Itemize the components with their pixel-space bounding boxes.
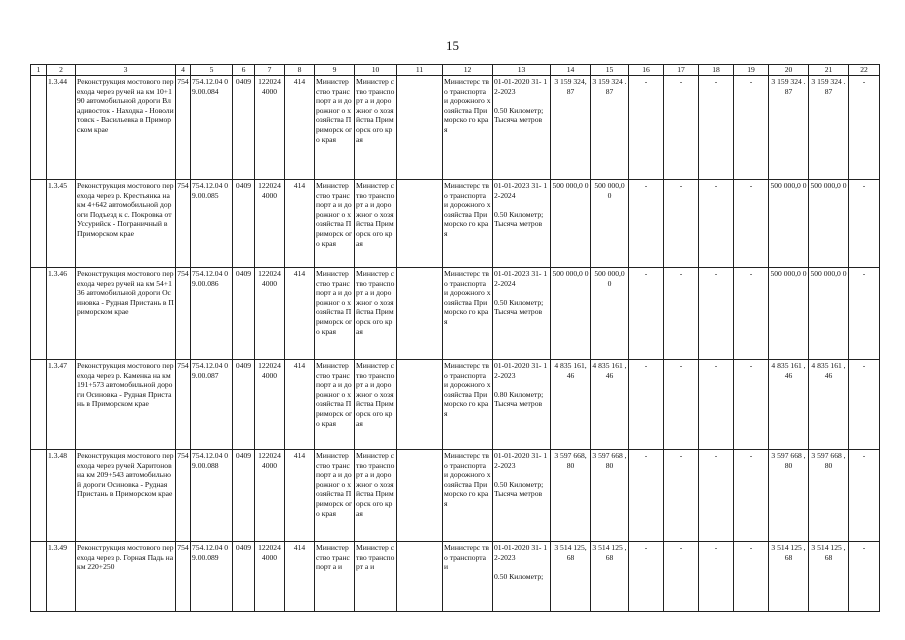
cell-c6: 0409 <box>233 180 255 268</box>
cell-c7: 122024 4000 <box>255 542 285 612</box>
cell-c20: 3 514 125 ,68 <box>769 542 809 612</box>
cell-c17: - <box>664 76 699 180</box>
cell-c10: Министер ство транспорт а и <box>355 542 397 612</box>
table-row <box>31 360 880 450</box>
cell-c14: 3 159 324, 87 <box>551 76 591 180</box>
cell-c8: 414 <box>285 450 315 542</box>
cell-c16: - <box>629 268 664 360</box>
cell-c19: - <box>734 76 769 180</box>
cell-c20: 4 835 161 ,46 <box>769 360 809 450</box>
column-number-10: 10 <box>355 65 397 76</box>
cell-c7: 122024 4000 <box>255 180 285 268</box>
cell-c13: 01-01-2023 31- 12-2024 0.50 Километр; Тысяча метров <box>493 268 551 360</box>
cell-c12: Министерс тво транспорта и <box>443 542 493 612</box>
cell-c13: 01-01-2020 31- 12-2023 0.80 Километр; Тысяча метров <box>493 360 551 450</box>
cell-c6: 0409 <box>233 360 255 450</box>
column-number-20: 20 <box>769 65 809 76</box>
page-number: 15 <box>446 38 459 53</box>
column-number-9: 9 <box>315 65 355 76</box>
cell-c16: - <box>629 76 664 180</box>
cell-name: Реконструкция мостового перехода через ручей на км 54+136 автомобильной дороги Осиновка - Рудная Пристань в Приморском крае <box>76 268 176 360</box>
cell-c10: Министер ство транспорт а и дорожног о хозяйства Приморск ого края <box>355 76 397 180</box>
cell-c20: 500 000,0 0 <box>769 268 809 360</box>
cell-c11 <box>397 542 443 612</box>
cell-name: Реконструкция мостового перехода через р. Каменка на км 191+573 автомобильной дороги Осиновка - Рудная Пристань в Приморском крае <box>76 360 176 450</box>
cell-c21: 3 159 324 .87 <box>809 76 849 180</box>
cell-c13: 01-01-2023 31- 12-2024 0.50 Километр; Тысяча метров <box>493 180 551 268</box>
cell-c15: 4 835 161 ,46 <box>591 360 629 450</box>
cell-num: 1.3.46 <box>47 268 76 360</box>
cell-c14: 3 597 668, 80 <box>551 450 591 542</box>
cell-name: Реконструкция мостового перехода через ручей на км 10+190 автомобильной дороги Владивосток - Находка - Новолитовск - Васильевка в Приморском крае <box>76 76 176 180</box>
cell-c11 <box>397 76 443 180</box>
column-number-14: 14 <box>551 65 591 76</box>
cell-c4: 754 <box>176 360 191 450</box>
cell-c5: 754.12.04 09.00.086 <box>191 268 233 360</box>
column-number-8: 8 <box>285 65 315 76</box>
cell-c15: 500 000,0 0 <box>591 180 629 268</box>
cell-name: Реконструкция мостового перехода через р. Горная Падь на км 220+250 <box>76 542 176 612</box>
cell-c8: 414 <box>285 542 315 612</box>
cell-c16: - <box>629 360 664 450</box>
cell-name: Реконструкция мостового перехода через р. Крестьянка на км 4+642 автомобильной дороги Подъезд к с. Покровка от Уссурийск - Пограничный в Приморском крае <box>76 180 176 268</box>
cell-c17: - <box>664 180 699 268</box>
cell-c9: Министер ство транспорт а и дорожног о хозяйства Приморск ого края <box>315 268 355 360</box>
column-number-21: 21 <box>809 65 849 76</box>
cell-num: 1.3.48 <box>47 450 76 542</box>
cell-c13: 01-01-2020 31- 12-2023 0.50 Километр; <box>493 542 551 612</box>
cell-c4: 754 <box>176 542 191 612</box>
cell-c5: 754.12.04 09.00.088 <box>191 450 233 542</box>
cell-c9: Министер ство транспорт а и дорожног о хозяйства Приморск ого края <box>315 360 355 450</box>
cell-c10: Министер ство транспорт а и дорожног о хозяйства Приморск ого края <box>355 268 397 360</box>
column-number-17: 17 <box>664 65 699 76</box>
cell-c7: 122024 4000 <box>255 76 285 180</box>
cell-c8: 414 <box>285 76 315 180</box>
cell-c17: - <box>664 450 699 542</box>
cell-name: Реконструкция мостового перехода через ручей Харитонов на км 209+543 автомобильной дороги Осиновка - Рудная Пристань в Приморском крае <box>76 450 176 542</box>
cell-c17: - <box>664 542 699 612</box>
cell-num: 1.3.47 <box>47 360 76 450</box>
cell-c14: 500 000,0 0 <box>551 268 591 360</box>
column-number-1: 1 <box>31 65 47 76</box>
cell-c15: 3 597 668 ,80 <box>591 450 629 542</box>
cell-c22: - <box>849 76 880 180</box>
table-row <box>31 450 880 542</box>
cell-c16: - <box>629 542 664 612</box>
cell-c21: 3 597 668 ,80 <box>809 450 849 542</box>
cell-c14: 3 514 125, 68 <box>551 542 591 612</box>
cell-c18: - <box>699 268 734 360</box>
column-number-2: 2 <box>47 65 76 76</box>
cell-c17: - <box>664 268 699 360</box>
cell-c9: Министер ство транспорт а и <box>315 542 355 612</box>
cell-c11 <box>397 450 443 542</box>
cell-c7: 122024 4000 <box>255 450 285 542</box>
cell-c4: 754 <box>176 180 191 268</box>
cell-c19: - <box>734 180 769 268</box>
cell-c22: - <box>849 542 880 612</box>
cell-c14: 4 835 161, 46 <box>551 360 591 450</box>
cell-c13: 01-01-2020 31- 12-2023 0.50 Километр; Тысяча метров <box>493 450 551 542</box>
cell-c18: - <box>699 450 734 542</box>
cell-c6: 0409 <box>233 450 255 542</box>
cell-c15: 3 159 324 .87 <box>591 76 629 180</box>
cell-c9: Министер ство транспорт а и дорожног о хозяйства Приморск ого края <box>315 180 355 268</box>
cell-c22: - <box>849 268 880 360</box>
column-number-22: 22 <box>849 65 880 76</box>
cell-c6: 0409 <box>233 76 255 180</box>
cell-c7: 122024 4000 <box>255 360 285 450</box>
cell-c22: - <box>849 360 880 450</box>
cell-c21: 500 000,0 0 <box>809 268 849 360</box>
cell-c9: Министер ство транспорт а и дорожног о хозяйства Приморск ого края <box>315 450 355 542</box>
cell-c10: Министер ство транспорт а и дорожног о хозяйства Приморск ого края <box>355 450 397 542</box>
cell-c17: - <box>664 360 699 450</box>
cell-c9: Министер ство транспорт а и дорожног о хозяйства Приморск ого края <box>315 76 355 180</box>
cell-c16: - <box>629 180 664 268</box>
cell-num: 1.3.44 <box>47 76 76 180</box>
cell-c8: 414 <box>285 268 315 360</box>
cell-c19: - <box>734 542 769 612</box>
cell-c12: Министерс тво транспорта и дорожного хозяйства Приморско го края <box>443 360 493 450</box>
cell-c22: - <box>849 180 880 268</box>
cell-c22: - <box>849 450 880 542</box>
column-number-11: 11 <box>397 65 443 76</box>
cell-c4: 754 <box>176 268 191 360</box>
column-number-7: 7 <box>255 65 285 76</box>
cell-c11 <box>397 268 443 360</box>
cell-c5: 754.12.04 09.00.084 <box>191 76 233 180</box>
cell-c14: 500 000,0 0 <box>551 180 591 268</box>
cell-num: 1.3.49 <box>47 542 76 612</box>
column-number-3: 3 <box>76 65 176 76</box>
program-table <box>30 64 880 612</box>
table-row <box>31 180 880 268</box>
cell-c21: 4 835 161 ,46 <box>809 360 849 450</box>
cell-c5: 754.12.04 09.00.085 <box>191 180 233 268</box>
cell-c20: 3 159 324 .87 <box>769 76 809 180</box>
cell-c8: 414 <box>285 360 315 450</box>
cell-c4: 754 <box>176 450 191 542</box>
cell-c13: 01-01-2020 31- 12-2023 0.50 Километр; Тысяча метров <box>493 76 551 180</box>
cell-c18: - <box>699 180 734 268</box>
cell-c8: 414 <box>285 180 315 268</box>
table-row <box>31 268 880 360</box>
empty-cell <box>31 180 47 268</box>
column-number-4: 4 <box>176 65 191 76</box>
empty-cell <box>31 360 47 450</box>
cell-num: 1.3.45 <box>47 180 76 268</box>
cell-c12: Министерс тво транспорта и дорожного хозяйства Приморско го края <box>443 268 493 360</box>
cell-c18: - <box>699 360 734 450</box>
cell-c5: 754.12.04 09.00.087 <box>191 360 233 450</box>
cell-c11 <box>397 180 443 268</box>
cell-c12: Министерс тво транспорта и дорожного хозяйства Приморско го края <box>443 450 493 542</box>
column-number-16: 16 <box>629 65 664 76</box>
cell-c16: - <box>629 450 664 542</box>
empty-cell <box>31 76 47 180</box>
column-number-5: 5 <box>191 65 233 76</box>
table-row <box>31 76 880 180</box>
cell-c18: - <box>699 76 734 180</box>
cell-c15: 500 000,0 0 <box>591 268 629 360</box>
column-number-12: 12 <box>443 65 493 76</box>
cell-c10: Министер ство транспорт а и дорожног о хозяйства Приморск ого края <box>355 180 397 268</box>
column-number-18: 18 <box>699 65 734 76</box>
column-number-6: 6 <box>233 65 255 76</box>
cell-c19: - <box>734 450 769 542</box>
cell-c12: Министерс тво транспорта и дорожного хозяйства Приморско го края <box>443 180 493 268</box>
cell-c20: 3 597 668 ,80 <box>769 450 809 542</box>
cell-c6: 0409 <box>233 268 255 360</box>
column-number-13: 13 <box>493 65 551 76</box>
cell-c10: Министер ство транспорт а и дорожног о хозяйства Приморск ого края <box>355 360 397 450</box>
empty-cell <box>31 450 47 542</box>
cell-c7: 122024 4000 <box>255 268 285 360</box>
cell-c15: 3 514 125 ,68 <box>591 542 629 612</box>
cell-c12: Министерс тво транспорта и дорожного хозяйства Приморско го края <box>443 76 493 180</box>
table-row <box>31 542 880 612</box>
cell-c21: 3 514 125 ,68 <box>809 542 849 612</box>
column-number-19: 19 <box>734 65 769 76</box>
cell-c11 <box>397 360 443 450</box>
cell-c19: - <box>734 360 769 450</box>
column-number-15: 15 <box>591 65 629 76</box>
empty-cell <box>31 268 47 360</box>
cell-c20: 500 000,0 0 <box>769 180 809 268</box>
cell-c4: 754 <box>176 76 191 180</box>
cell-c5: 754.12.04 09.00.089 <box>191 542 233 612</box>
column-number-row <box>31 65 880 76</box>
cell-c19: - <box>734 268 769 360</box>
empty-cell <box>31 542 47 612</box>
cell-c6: 0409 <box>233 542 255 612</box>
cell-c18: - <box>699 542 734 612</box>
cell-c21: 500 000,0 0 <box>809 180 849 268</box>
